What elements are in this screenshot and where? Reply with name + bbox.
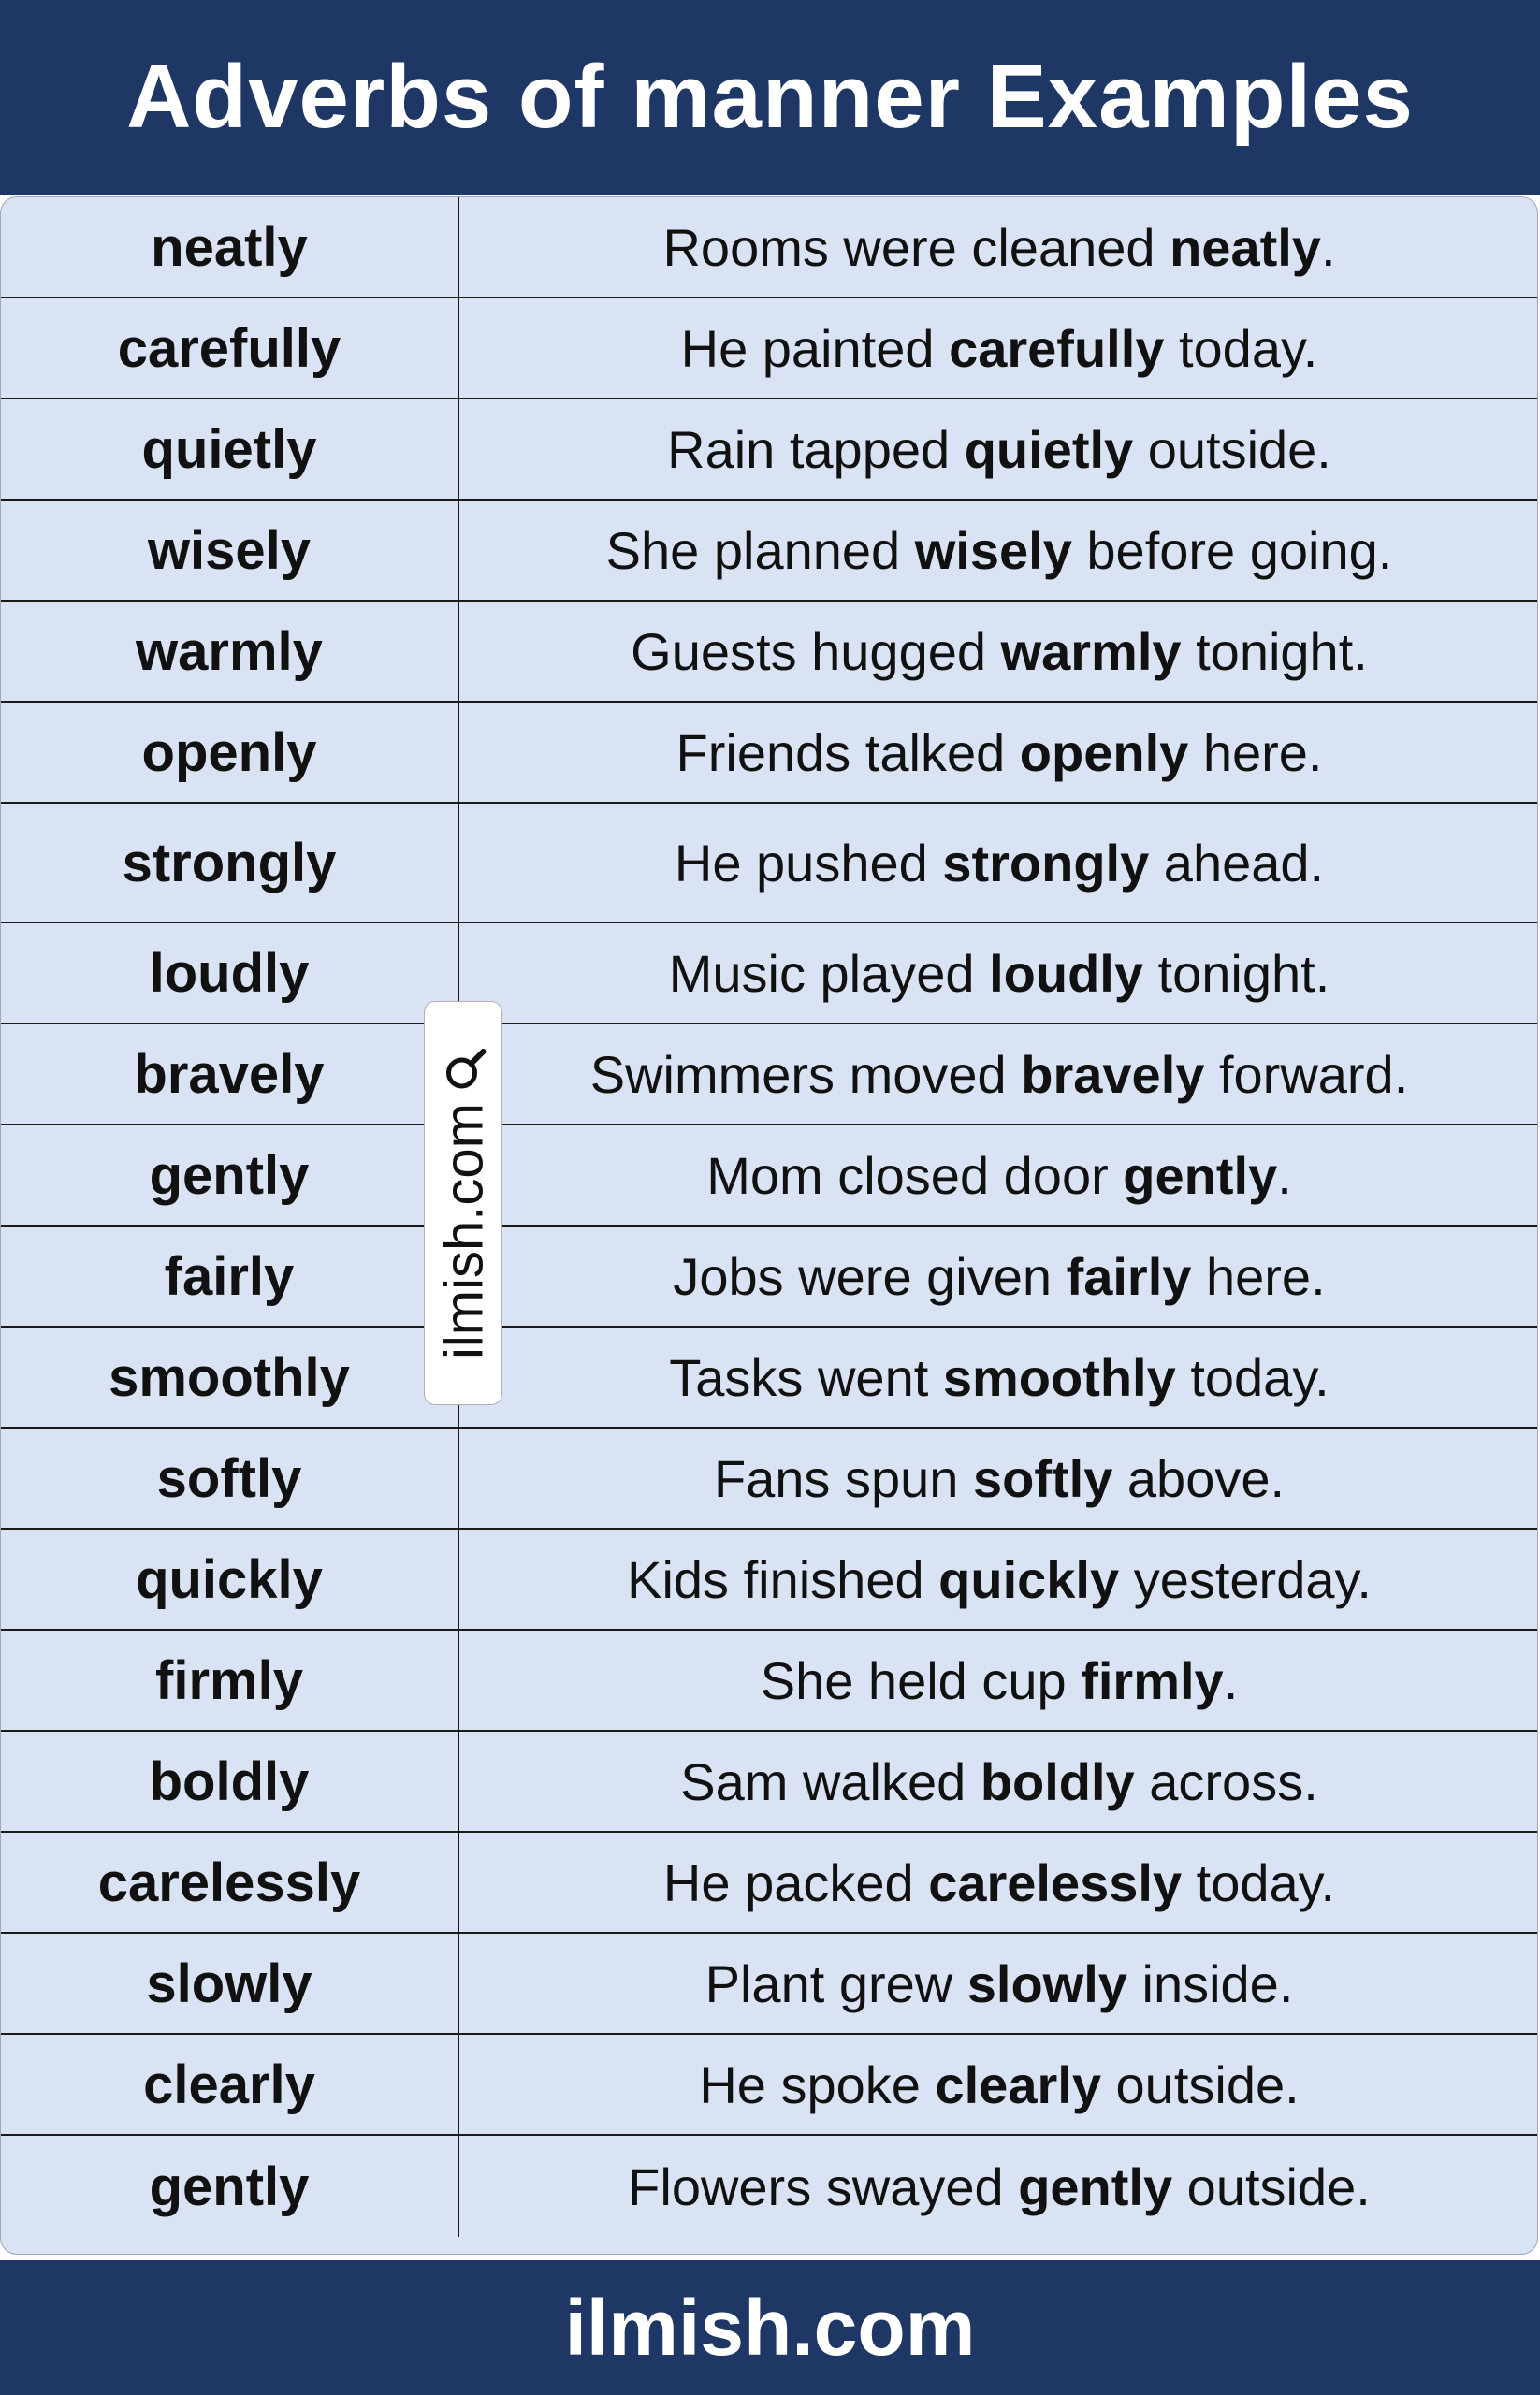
example-sentence-cell — [459, 1530, 1538, 1629]
sentence-start: Rooms were cleaned — [662, 217, 1170, 277]
sentence-adverb: openly — [1019, 722, 1189, 782]
sentence-adverb: slowly — [966, 1953, 1127, 2013]
sentence-start: He packed — [662, 1852, 929, 1912]
example-sentence — [628, 2156, 1371, 2217]
sentence-adverb: quickly — [938, 1549, 1120, 1609]
example-sentence-cell — [459, 1833, 1538, 1932]
sentence-start: Jobs were given — [673, 1246, 1067, 1306]
sentence-start: He painted — [680, 318, 950, 378]
example-sentence-cell — [459, 501, 1538, 600]
adverb-cell: openly — [1, 703, 459, 802]
adverb-cell: wisely — [1, 501, 459, 600]
adverbs-table — [0, 196, 1538, 2255]
example-sentence-cell — [459, 923, 1538, 1023]
example-sentence-cell — [459, 1631, 1538, 1730]
footer-site: ilmish.com — [564, 2283, 976, 2372]
sentence-adverb: firmly — [1081, 1650, 1224, 1710]
sentence-adverb: warmly — [1000, 621, 1182, 681]
example-sentence-cell — [459, 1732, 1538, 1831]
example-sentence — [699, 2054, 1299, 2115]
example-sentence — [590, 1044, 1409, 1105]
adverb-cell: warmly — [1, 602, 459, 701]
example-sentence-cell — [459, 2035, 1538, 2134]
table-row — [1, 197, 1538, 298]
sentence-end: . — [1223, 1650, 1239, 1710]
sentence-adverb: carelessly — [928, 1852, 1183, 1912]
example-sentence-cell — [459, 1429, 1538, 1528]
example-sentence — [675, 833, 1324, 893]
sentence-end: before going. — [1071, 520, 1393, 580]
sentence-end: tonight. — [1143, 943, 1330, 1003]
example-sentence-cell — [459, 399, 1538, 499]
example-sentence — [673, 1246, 1325, 1307]
adverb-cell: smoothly — [1, 1328, 459, 1427]
sentence-adverb: strongly — [942, 833, 1150, 893]
adverb-cell: loudly — [1, 923, 459, 1023]
sentence-end: outside. — [1100, 2054, 1300, 2114]
sentence-start: Rain tapped — [667, 419, 965, 479]
sentence-start: Kids finished — [627, 1549, 939, 1609]
sentence-start: Flowers swayed — [628, 2156, 1019, 2216]
sentence-adverb: carefully — [949, 318, 1165, 378]
adverb-cell: boldly — [1, 1732, 459, 1831]
example-sentence-cell — [459, 1024, 1538, 1124]
example-sentence — [662, 217, 1335, 278]
example-sentence-cell — [459, 197, 1538, 297]
adverb-cell: carefully — [1, 298, 459, 398]
sentence-end: today. — [1182, 1852, 1336, 1912]
example-sentence-cell — [459, 602, 1538, 701]
table-row — [1, 1328, 1538, 1429]
table-row — [1, 703, 1538, 804]
table-row — [1, 1024, 1538, 1125]
page-title: Adverbs of manner Examples — [126, 47, 1414, 147]
example-sentence — [676, 722, 1323, 783]
table-row — [1, 923, 1538, 1024]
example-sentence-cell — [459, 1227, 1538, 1326]
sentence-start: Friends talked — [676, 722, 1020, 782]
example-sentence — [714, 1448, 1285, 1509]
sentence-end: ahead. — [1149, 833, 1325, 893]
sentence-start: He spoke — [699, 2054, 936, 2114]
example-sentence-cell — [459, 1934, 1538, 2033]
table-row — [1, 501, 1538, 602]
sentence-end: tonight. — [1181, 621, 1368, 681]
table-row — [1, 298, 1538, 399]
example-sentence — [681, 318, 1318, 379]
example-sentence — [669, 1347, 1329, 1408]
example-sentence — [627, 1549, 1372, 1610]
example-sentence — [663, 1852, 1335, 1913]
sentence-start: Guests hugged — [631, 621, 1001, 681]
adverb-cell: clearly — [1, 2035, 459, 2134]
table-row — [1, 1934, 1538, 2035]
table-row — [1, 1429, 1538, 1530]
sentence-start: Tasks went — [669, 1347, 943, 1407]
adverb-cell: slowly — [1, 1934, 459, 2033]
sentence-adverb: smoothly — [942, 1347, 1176, 1407]
example-sentence — [606, 520, 1393, 581]
sentence-adverb: bravely — [1021, 1044, 1205, 1104]
table-row — [1, 399, 1538, 501]
adverb-cell: bravely — [1, 1024, 459, 1124]
search-icon — [443, 1049, 486, 1092]
adverb-cell: quietly — [1, 399, 459, 499]
sentence-end: . — [1320, 217, 1336, 277]
table-row — [1, 1732, 1538, 1833]
example-sentence — [669, 943, 1330, 1004]
sentence-start: Plant grew — [705, 1953, 967, 2013]
adverb-cell: gently — [1, 1125, 459, 1225]
sentence-start: Music played — [668, 943, 990, 1003]
sentence-start: He pushed — [674, 833, 943, 893]
example-sentence-cell — [459, 1125, 1538, 1225]
table-row — [1, 1631, 1538, 1732]
sentence-end: inside. — [1126, 1953, 1294, 2013]
example-sentence — [706, 1145, 1292, 1206]
table-row — [1, 2035, 1538, 2136]
sentence-end: . — [1277, 1145, 1292, 1205]
sentence-start: Fans spun — [713, 1448, 973, 1508]
sentence-adverb: clearly — [935, 2054, 1101, 2114]
watermark-text: ilmish.com — [433, 1103, 495, 1359]
sentence-adverb: neatly — [1170, 217, 1321, 277]
adverb-cell: strongly — [1, 804, 459, 922]
example-sentence — [761, 1650, 1239, 1711]
sentence-adverb: gently — [1018, 2156, 1173, 2216]
sentence-start: Swimmers moved — [589, 1044, 1022, 1104]
table-row — [1, 804, 1538, 923]
table-row — [1, 1530, 1538, 1631]
sentence-start: Sam walked — [680, 1751, 981, 1811]
sentence-adverb: wisely — [914, 520, 1072, 580]
sentence-end: outside. — [1133, 419, 1331, 479]
table-row — [1, 2136, 1538, 2237]
sentence-adverb: quietly — [964, 419, 1134, 479]
adverb-cell: softly — [1, 1429, 459, 1528]
table-row — [1, 1833, 1538, 1934]
sentence-end: across. — [1134, 1751, 1318, 1811]
sentence-end: above. — [1112, 1448, 1286, 1508]
sentence-adverb: boldly — [980, 1751, 1135, 1811]
example-sentence-cell — [459, 298, 1538, 398]
sentence-end: forward. — [1204, 1044, 1409, 1104]
header-banner — [0, 0, 1540, 195]
sentence-adverb: fairly — [1066, 1246, 1192, 1306]
example-sentence — [680, 1751, 1318, 1812]
table-row — [1, 1227, 1538, 1328]
sentence-end: here. — [1188, 722, 1323, 782]
example-sentence-cell — [459, 2136, 1538, 2237]
example-sentence-cell — [459, 703, 1538, 802]
sentence-end: today. — [1164, 318, 1318, 378]
adverb-cell: carelessly — [1, 1833, 459, 1932]
adverb-cell: neatly — [1, 197, 459, 297]
example-sentence-cell — [459, 804, 1538, 922]
sentence-end: yesterday. — [1119, 1549, 1372, 1609]
example-sentence — [667, 419, 1331, 480]
sentence-start: Mom closed door — [706, 1145, 1124, 1205]
table-row — [1, 602, 1538, 703]
adverb-cell: quickly — [1, 1530, 459, 1629]
adverb-cell: firmly — [1, 1631, 459, 1730]
footer-banner — [0, 2260, 1540, 2395]
table-row — [1, 1125, 1538, 1227]
sentence-end: here. — [1191, 1246, 1326, 1306]
sentence-start: She planned — [605, 520, 915, 580]
sentence-start: She held cup — [760, 1650, 1082, 1710]
sentence-adverb: loudly — [989, 943, 1143, 1003]
watermark-badge — [424, 1001, 502, 1405]
example-sentence — [705, 1953, 1294, 2014]
adverb-cell: gently — [1, 2136, 459, 2237]
sentence-end: outside. — [1172, 2156, 1371, 2216]
example-sentence-cell — [459, 1328, 1538, 1427]
sentence-end: today. — [1175, 1347, 1329, 1407]
sentence-adverb: gently — [1123, 1145, 1278, 1205]
example-sentence — [631, 621, 1368, 682]
sentence-adverb: softly — [972, 1448, 1113, 1508]
adverb-cell: fairly — [1, 1227, 459, 1326]
